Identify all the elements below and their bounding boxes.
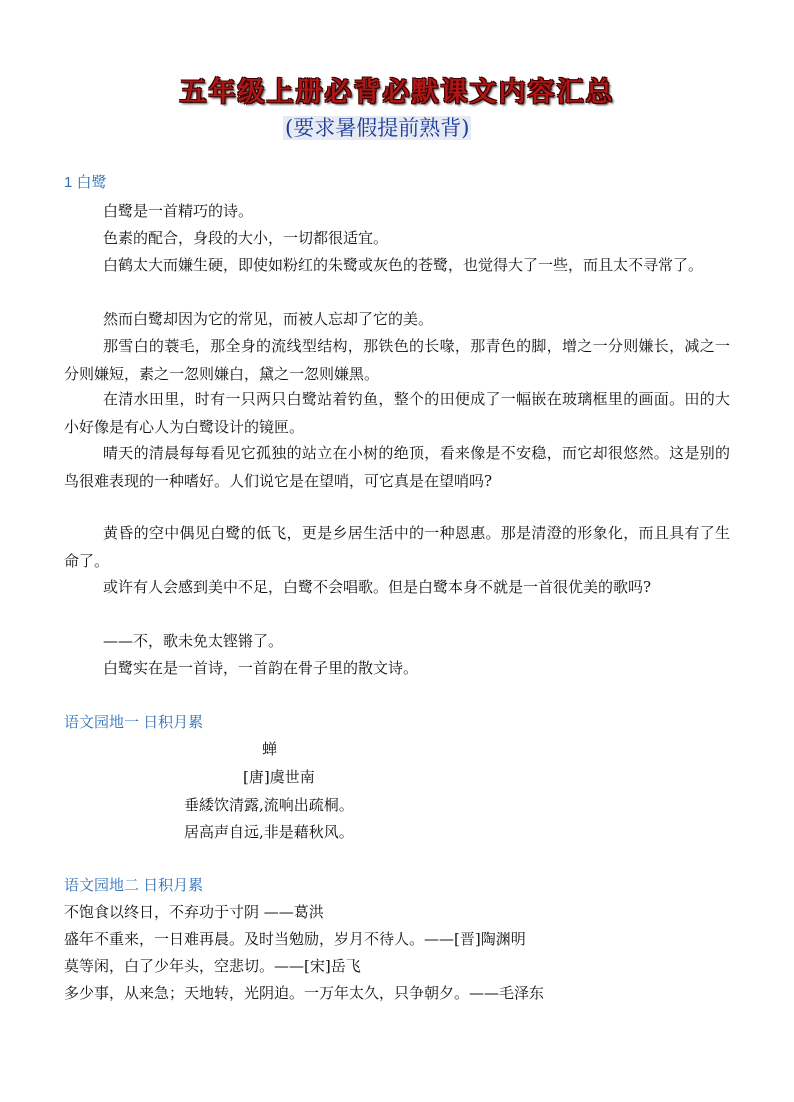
- paragraph: 晴天的清晨每每看见它孤独的站立在小树的绝顶，看来像是不安稳，而它却很悠然。这是别的鸟很难表现的一种嗜好。人们说它是在望哨，可它真是在望哨吗?: [64, 444, 730, 490]
- quote-line: 不饱食以终日，不弃功于寸阴 ——葛洪: [64, 903, 324, 921]
- quote-line: 盛年不重来，一日难再晨。及时当勉励，岁月不待人。——[晋]陶渊明: [64, 930, 526, 948]
- section-heading-yuwen-1: 语文园地一 日积月累: [64, 714, 204, 731]
- section-heading-bailu: 1 白鹭: [64, 174, 107, 191]
- poem-title: 蝉: [262, 740, 278, 758]
- paragraph: 白鹤太大而嫌生硬，即使如粉红的朱鹭或灰色的苍鹭，也觉得大了一些，而且太不寻常了。: [103, 256, 704, 274]
- paragraph: 白鹭实在是一首诗，一首韵在骨子里的散文诗。: [103, 659, 419, 677]
- paragraph: 那雪白的蓑毛，那全身的流线型结构，那铁色的长喙，那青色的脚，增之一分则嫌长，减之一分则嫌短，素之一忽则嫌白，黛之一忽则嫌黑。: [64, 337, 730, 383]
- quote-line: 多少事，从来急；天地转，光阴迫。一万年太久，只争朝夕。——毛泽东: [64, 984, 545, 1002]
- paragraph: 或许有人会感到美中不足，白鹭不会唱歌。但是白鹭本身不就是一首很优美的歌吗?: [103, 578, 652, 596]
- poem-line: 垂緌饮清露,流响出疏桐。: [184, 796, 354, 814]
- quote-line: 莫等闲，白了少年头，空悲切。——[宋]岳飞: [64, 957, 361, 975]
- poem-line: 居高声自远,非是藉秋风。: [184, 823, 354, 841]
- subtitle-text: (要求暑假提前熟背): [285, 116, 470, 140]
- paragraph: 在清水田里，时有一只两只白鹭站着钓鱼，整个的田便成了一幅嵌在玻璃框里的画面。田的大小好像是有心人为白鹭设计的镜匣。: [64, 390, 730, 436]
- paragraph: 白鹭是一首精巧的诗。: [103, 202, 254, 220]
- paragraph: 然而白鹭却因为它的常见，而被人忘却了它的美。: [103, 310, 434, 328]
- paragraph: 色素的配合，身段的大小，一切都很适宜。: [103, 229, 389, 247]
- paragraph: 黄昏的空中偶见白鹭的低飞，更是乡居生活中的一种恩惠。那是清澄的形象化，而且具有了生命了。: [64, 524, 730, 570]
- paragraph: ——不，歌未免太铿锵了。: [103, 632, 284, 650]
- section-heading-yuwen-2: 语文园地二 日积月累: [64, 877, 204, 894]
- poem-author: [唐]虞世南: [243, 768, 315, 786]
- document-title: 五年级上册必背必默课文内容汇总: [179, 77, 615, 108]
- document-subtitle: [283, 113, 471, 143]
